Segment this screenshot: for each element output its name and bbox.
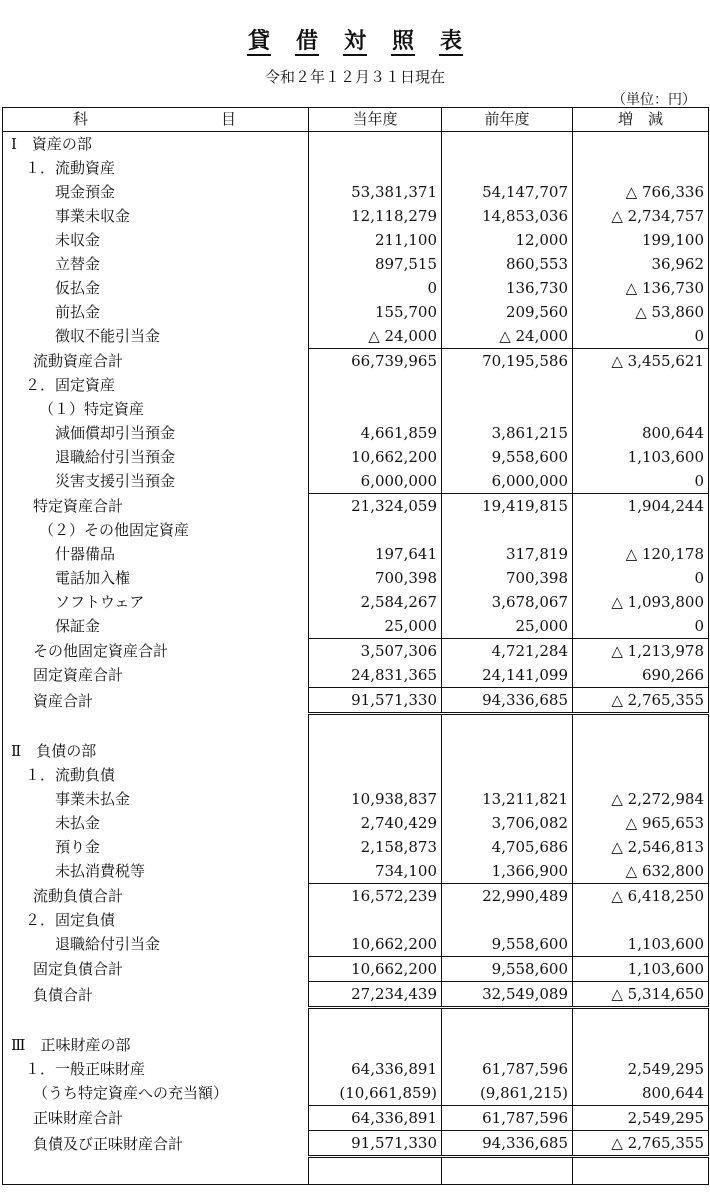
header-current-year: 当年度 — [309, 108, 442, 132]
table-row — [3, 180, 709, 204]
table-row — [3, 590, 709, 614]
table-row — [3, 859, 709, 884]
current-year-cell — [309, 1157, 442, 1185]
previous-year-cell: 317,819 — [442, 542, 573, 566]
table-row — [3, 1008, 709, 1034]
change-cell: 2,549,295 — [573, 1106, 709, 1131]
unit-label: （単位：円） — [612, 92, 696, 108]
change-cell — [573, 1033, 709, 1057]
balance-sheet-table — [2, 107, 709, 1185]
table-row — [3, 469, 709, 494]
change-cell — [573, 1157, 709, 1185]
previous-year-cell — [442, 1008, 573, 1034]
table-row — [3, 156, 709, 180]
table-row — [3, 1131, 709, 1157]
change-cell — [573, 156, 709, 180]
table-row — [3, 908, 709, 932]
title-char: 照 — [392, 28, 415, 54]
previous-year-cell: 3,706,082 — [442, 811, 573, 835]
table-row — [3, 300, 709, 324]
current-year-cell: 25,000 — [309, 614, 442, 639]
account-name-cell: 退職給付引当金 — [3, 932, 309, 957]
change-cell — [573, 518, 709, 542]
change-cell: △ 1,213,978 — [573, 639, 709, 664]
change-cell: △ 965,653 — [573, 811, 709, 835]
account-name-cell: 現金預金 — [3, 180, 309, 204]
account-name-cell: （２）その他固定資産 — [3, 518, 309, 542]
change-cell: △ 2,734,757 — [573, 204, 709, 228]
previous-year-cell: 24,141,099 — [442, 663, 573, 688]
account-name-cell: 固定資産合計 — [3, 663, 309, 688]
previous-year-cell: 3,678,067 — [442, 590, 573, 614]
current-year-cell — [309, 397, 442, 421]
account-name-cell: 立替金 — [3, 252, 309, 276]
current-year-cell: 64,336,891 — [309, 1106, 442, 1131]
previous-year-cell: 136,730 — [442, 276, 573, 300]
account-name-cell: 事業未収金 — [3, 204, 309, 228]
change-cell: △ 5,314,650 — [573, 982, 709, 1008]
change-cell: △ 6,418,250 — [573, 884, 709, 909]
current-year-cell: 66,739,965 — [309, 349, 442, 374]
current-year-cell — [309, 763, 442, 787]
account-name-cell: 負債及び正味財産合計 — [3, 1131, 309, 1157]
account-name-cell: （うち特定資産への充当額） — [3, 1081, 309, 1106]
previous-year-cell: 13,211,821 — [442, 787, 573, 811]
table-row — [3, 1033, 709, 1057]
account-name-cell: 未払消費税等 — [3, 859, 309, 884]
change-cell — [573, 1008, 709, 1034]
current-year-cell: 16,572,239 — [309, 884, 442, 909]
current-year-cell: (10,661,859) — [309, 1081, 442, 1106]
account-name-cell: 什器備品 — [3, 542, 309, 566]
previous-year-cell — [442, 518, 573, 542]
current-year-cell: 2,158,873 — [309, 835, 442, 859]
change-cell — [573, 739, 709, 763]
account-name-cell — [3, 1157, 309, 1185]
account-name-cell: 電話加入権 — [3, 566, 309, 590]
change-cell: △ 2,546,813 — [573, 835, 709, 859]
table-row — [3, 1157, 709, 1185]
current-year-cell: 21,324,059 — [309, 494, 442, 519]
account-name-cell: １．流動資産 — [3, 156, 309, 180]
account-name-cell: 保証金 — [3, 614, 309, 639]
previous-year-cell: 94,336,685 — [442, 688, 573, 714]
table-row — [3, 421, 709, 445]
previous-year-cell: (9,861,215) — [442, 1081, 573, 1106]
current-year-cell: 12,118,279 — [309, 204, 442, 228]
previous-year-cell: 32,549,089 — [442, 982, 573, 1008]
change-cell: 800,644 — [573, 421, 709, 445]
table-row — [3, 688, 709, 714]
account-name-cell: ソフトウェア — [3, 590, 309, 614]
previous-year-cell — [442, 132, 573, 157]
table-row — [3, 445, 709, 469]
table-row — [3, 252, 709, 276]
account-name-cell: 退職給付引当預金 — [3, 445, 309, 469]
account-name-cell: 前払金 — [3, 300, 309, 324]
table-row — [3, 714, 709, 740]
current-year-cell: 91,571,330 — [309, 688, 442, 714]
table-row — [3, 1057, 709, 1081]
table-row — [3, 884, 709, 909]
table-row — [3, 494, 709, 519]
account-name-cell: 事業未払金 — [3, 787, 309, 811]
table-row — [3, 787, 709, 811]
previous-year-cell: 860,553 — [442, 252, 573, 276]
current-year-cell: 6,000,000 — [309, 469, 442, 494]
table-row — [3, 228, 709, 252]
table-row — [3, 957, 709, 982]
account-name-cell: 正味財産合計 — [3, 1106, 309, 1131]
account-name-cell: 負債合計 — [3, 982, 309, 1008]
current-year-cell — [309, 518, 442, 542]
document-title — [0, 28, 710, 56]
title-char: 借 — [295, 28, 318, 54]
change-cell: 800,644 — [573, 1081, 709, 1106]
table-row — [3, 349, 709, 374]
previous-year-cell — [442, 739, 573, 763]
table-row — [3, 663, 709, 688]
account-name-cell: その他固定資産合計 — [3, 639, 309, 664]
previous-year-cell: 61,787,596 — [442, 1106, 573, 1131]
change-cell: △ 3,455,621 — [573, 349, 709, 374]
change-cell: △ 766,336 — [573, 180, 709, 204]
previous-year-cell: 12,000 — [442, 228, 573, 252]
current-year-cell: 10,662,200 — [309, 957, 442, 982]
current-year-cell — [309, 1033, 442, 1057]
previous-year-cell: 94,336,685 — [442, 1131, 573, 1157]
header-account-char1: 科 — [73, 110, 89, 128]
table-row — [3, 276, 709, 300]
current-year-cell: 24,831,365 — [309, 663, 442, 688]
change-cell — [573, 397, 709, 421]
current-year-cell — [309, 132, 442, 157]
header-previous-year: 前年度 — [442, 108, 573, 132]
change-cell: △ 136,730 — [573, 276, 709, 300]
account-name-cell: ２．固定資産 — [3, 373, 309, 397]
current-year-cell: △ 24,000 — [309, 324, 442, 349]
previous-year-cell: 70,195,586 — [442, 349, 573, 374]
change-cell: 0 — [573, 469, 709, 494]
current-year-cell: 700,398 — [309, 566, 442, 590]
previous-year-cell: 700,398 — [442, 566, 573, 590]
account-name-cell: Ⅱ 負債の部 — [3, 739, 309, 763]
previous-year-cell: 4,721,284 — [442, 639, 573, 664]
change-cell — [573, 714, 709, 740]
table-row — [3, 204, 709, 228]
table-row — [3, 982, 709, 1008]
account-name-cell: （１）特定資産 — [3, 397, 309, 421]
table-row — [3, 1081, 709, 1106]
previous-year-cell: 54,147,707 — [442, 180, 573, 204]
previous-year-cell: 22,990,489 — [442, 884, 573, 909]
current-year-cell: 4,661,859 — [309, 421, 442, 445]
table-row — [3, 739, 709, 763]
table-row — [3, 614, 709, 639]
previous-year-cell: 61,787,596 — [442, 1057, 573, 1081]
previous-year-cell: 6,000,000 — [442, 469, 573, 494]
previous-year-cell — [442, 908, 573, 932]
as-of-date: 令和２年１２月３１日現在 — [264, 68, 445, 86]
previous-year-cell: 4,705,686 — [442, 835, 573, 859]
account-name-cell: 預り金 — [3, 835, 309, 859]
change-cell: △ 53,860 — [573, 300, 709, 324]
account-name-cell: １．一般正味財産 — [3, 1057, 309, 1081]
current-year-cell: 10,662,200 — [309, 932, 442, 957]
change-cell: 1,103,600 — [573, 445, 709, 469]
header-account-char2: 目 — [220, 110, 236, 128]
account-name-cell — [3, 714, 309, 740]
current-year-cell: 734,100 — [309, 859, 442, 884]
table-row — [3, 639, 709, 664]
current-year-cell: 211,100 — [309, 228, 442, 252]
previous-year-cell — [442, 1033, 573, 1057]
current-year-cell — [309, 908, 442, 932]
account-name-cell: 減価償却引当預金 — [3, 421, 309, 445]
table-body — [3, 132, 709, 1185]
change-cell: △ 1,093,800 — [573, 590, 709, 614]
change-cell: △ 2,765,355 — [573, 1131, 709, 1157]
account-name-cell: 流動資産合計 — [3, 349, 309, 374]
table-row — [3, 835, 709, 859]
current-year-cell: 10,662,200 — [309, 445, 442, 469]
change-cell: 1,904,244 — [573, 494, 709, 519]
account-name-cell: 特定資産合計 — [3, 494, 309, 519]
change-cell — [573, 763, 709, 787]
table-row — [3, 324, 709, 349]
previous-year-cell: 1,366,900 — [442, 859, 573, 884]
change-cell: 1,103,600 — [573, 932, 709, 957]
title-char: 貸 — [247, 28, 270, 54]
change-cell: △ 632,800 — [573, 859, 709, 884]
table-row — [3, 1106, 709, 1131]
previous-year-cell — [442, 1157, 573, 1185]
current-year-cell: 2,584,267 — [309, 590, 442, 614]
current-year-cell: 897,515 — [309, 252, 442, 276]
previous-year-cell: 19,419,815 — [442, 494, 573, 519]
current-year-cell: 0 — [309, 276, 442, 300]
table-row — [3, 811, 709, 835]
change-cell: △ 2,272,984 — [573, 787, 709, 811]
table-header-row — [3, 108, 709, 132]
change-cell: 2,549,295 — [573, 1057, 709, 1081]
current-year-cell: 10,938,837 — [309, 787, 442, 811]
title-char: 対 — [343, 28, 366, 54]
current-year-cell: 27,234,439 — [309, 982, 442, 1008]
current-year-cell — [309, 714, 442, 740]
account-name-cell: 未収金 — [3, 228, 309, 252]
table-row — [3, 763, 709, 787]
header-change: 増 減 — [573, 108, 709, 132]
table-row — [3, 542, 709, 566]
account-name-cell: ２．固定負債 — [3, 908, 309, 932]
previous-year-cell: 14,853,036 — [442, 204, 573, 228]
change-cell — [573, 908, 709, 932]
previous-year-cell: 3,861,215 — [442, 421, 573, 445]
previous-year-cell: △ 24,000 — [442, 324, 573, 349]
header-account — [3, 108, 309, 132]
current-year-cell — [309, 373, 442, 397]
account-name-cell: 未払金 — [3, 811, 309, 835]
table-row — [3, 373, 709, 397]
current-year-cell: 155,700 — [309, 300, 442, 324]
previous-year-cell: 9,558,600 — [442, 445, 573, 469]
account-name-cell: １．流動負債 — [3, 763, 309, 787]
account-name-cell: 流動負債合計 — [3, 884, 309, 909]
previous-year-cell — [442, 397, 573, 421]
previous-year-cell — [442, 156, 573, 180]
current-year-cell — [309, 739, 442, 763]
account-name-cell: 資産合計 — [3, 688, 309, 714]
change-cell: △ 2,765,355 — [573, 688, 709, 714]
change-cell: 199,100 — [573, 228, 709, 252]
title-char: 表 — [440, 28, 463, 54]
change-cell: △ 120,178 — [573, 542, 709, 566]
current-year-cell — [309, 1008, 442, 1034]
previous-year-cell: 209,560 — [442, 300, 573, 324]
current-year-cell: 53,381,371 — [309, 180, 442, 204]
change-cell: 0 — [573, 324, 709, 349]
table-row — [3, 932, 709, 957]
change-cell: 0 — [573, 566, 709, 590]
account-name-cell: Ⅲ 正味財産の部 — [3, 1033, 309, 1057]
previous-year-cell: 9,558,600 — [442, 932, 573, 957]
change-cell: 1,103,600 — [573, 957, 709, 982]
current-year-cell: 197,641 — [309, 542, 442, 566]
table-row — [3, 566, 709, 590]
change-cell: 36,962 — [573, 252, 709, 276]
account-name-cell: 仮払金 — [3, 276, 309, 300]
previous-year-cell: 9,558,600 — [442, 957, 573, 982]
account-name-cell — [3, 1008, 309, 1034]
change-cell — [573, 132, 709, 157]
previous-year-cell — [442, 373, 573, 397]
current-year-cell: 64,336,891 — [309, 1057, 442, 1081]
table-row — [3, 518, 709, 542]
account-name-cell: 固定負債合計 — [3, 957, 309, 982]
previous-year-cell — [442, 714, 573, 740]
table-row — [3, 132, 709, 157]
account-name-cell: Ⅰ 資産の部 — [3, 132, 309, 157]
change-cell: 0 — [573, 614, 709, 639]
current-year-cell — [309, 156, 442, 180]
account-name-cell: 徴収不能引当金 — [3, 324, 309, 349]
current-year-cell: 91,571,330 — [309, 1131, 442, 1157]
previous-year-cell: 25,000 — [442, 614, 573, 639]
table-row — [3, 397, 709, 421]
previous-year-cell — [442, 763, 573, 787]
current-year-cell: 3,507,306 — [309, 639, 442, 664]
change-cell — [573, 373, 709, 397]
current-year-cell: 2,740,429 — [309, 811, 442, 835]
account-name-cell: 災害支援引当預金 — [3, 469, 309, 494]
change-cell: 690,266 — [573, 663, 709, 688]
